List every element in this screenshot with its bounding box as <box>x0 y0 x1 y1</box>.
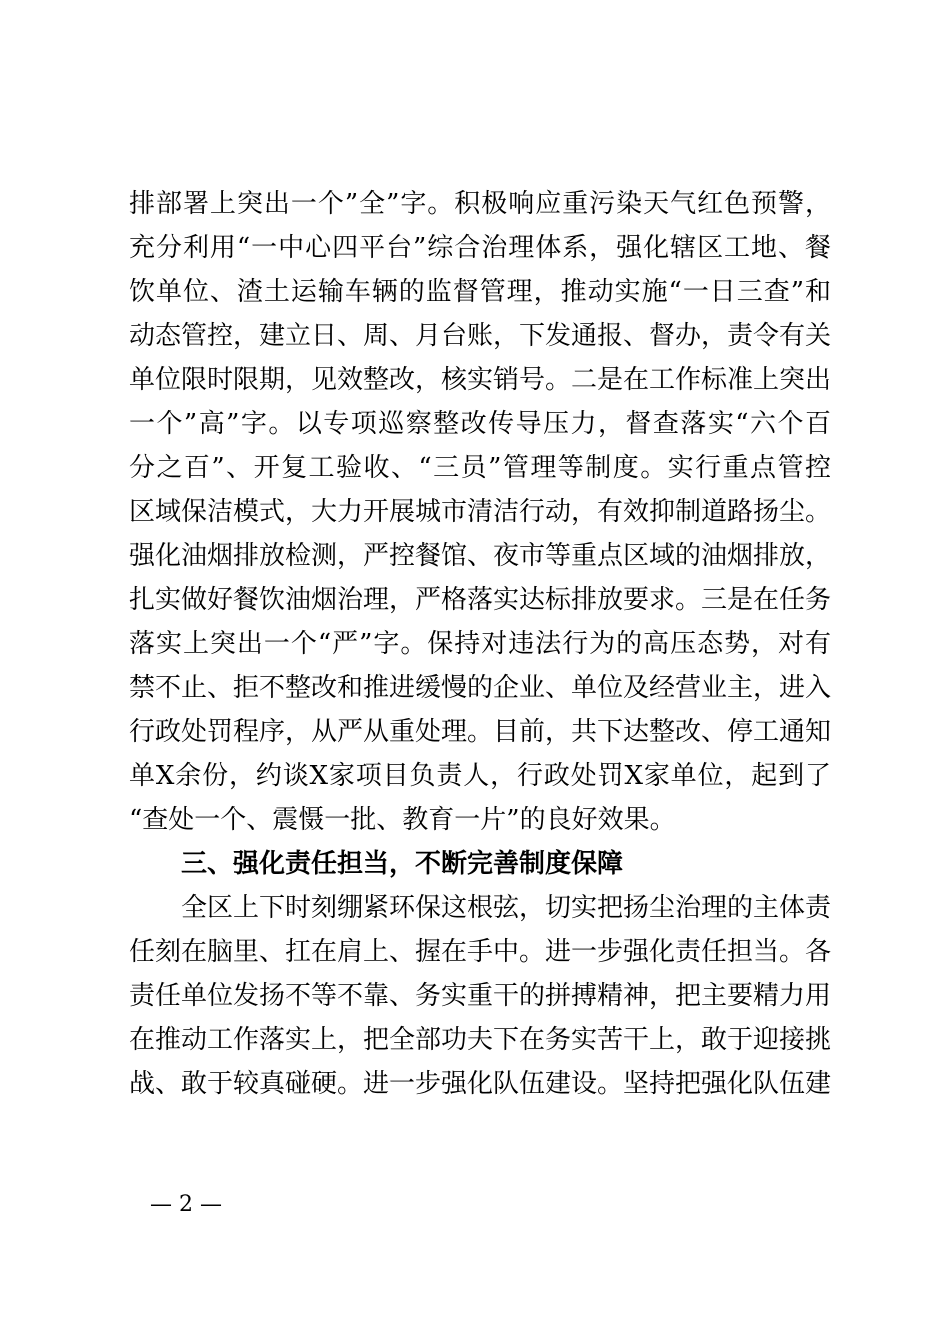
body-line: 饮单位、渣土运输车辆的监督管理，推动实施“一日三查”和 <box>129 277 831 307</box>
body-line: 行政处罚程序，从严从重处理。目前，共下达整改、停工通知 <box>129 717 832 747</box>
body-line: 排部署上突出一个”全”字。积极响应重污染天气红色预警， <box>129 189 831 219</box>
body-line: 责任单位发扬不等不靠、务实重干的拼搏精神，把主要精力用 <box>129 981 832 1011</box>
body-line: 动态管控，建立日、周、月台账，下发通报、督办，责令有关 <box>129 321 832 351</box>
body-line: 在推动工作落实上，把全部功夫下在务实苦干上，敢于迎接挑 <box>129 1025 832 1055</box>
body-line: 单X余份，约谈X家项目负责人，行政处罚X家单位，起到了 <box>129 761 831 791</box>
body-line: 强化油烟排放检测，严控餐馆、夜市等重点区域的油烟排放， <box>129 541 832 571</box>
body-line: “查处一个、震慑一批、教育一片”的良好效果。 <box>129 805 676 835</box>
body-line: 充分利用“一中心四平台”综合治理体系，强化辖区工地、餐 <box>129 233 831 263</box>
page-number: — 2 — <box>150 1192 222 1217</box>
body-line: 单位限时限期，见效整改，核实销号。二是在工作标准上突出 <box>129 365 832 395</box>
body-line: 区域保洁模式，大力开展城市清洁行动，有效抑制道路扬尘。 <box>129 497 832 527</box>
body-line: 一个”高”字。以专项巡察整改传导压力，督查落实“六个百 <box>129 409 831 439</box>
body-line: 扎实做好餐饮油烟治理，严格落实达标排放要求。三是在任务 <box>129 585 832 615</box>
body-line: 战、敢于较真碰硬。进一步强化队伍建设。坚持把强化队伍建 <box>129 1069 832 1099</box>
body-line: 分之百”、开复工验收、“三员”管理等制度。实行重点管控 <box>129 453 831 483</box>
body-line: 全区上下时刻绷紧环保这根弦，切实把扬尘治理的主体责 <box>181 893 832 923</box>
body-line: 禁不止、拒不整改和推进缓慢的企业、单位及经营业主，进入 <box>129 673 832 703</box>
body-line: 任刻在脑里、扛在肩上、握在手中。进一步强化责任担当。各 <box>129 937 832 967</box>
section-heading: 三、强化责任担当，不断完善制度保障 <box>181 849 624 879</box>
body-line: 落实上突出一个“严”字。保持对违法行为的高压态势，对有 <box>129 629 831 659</box>
